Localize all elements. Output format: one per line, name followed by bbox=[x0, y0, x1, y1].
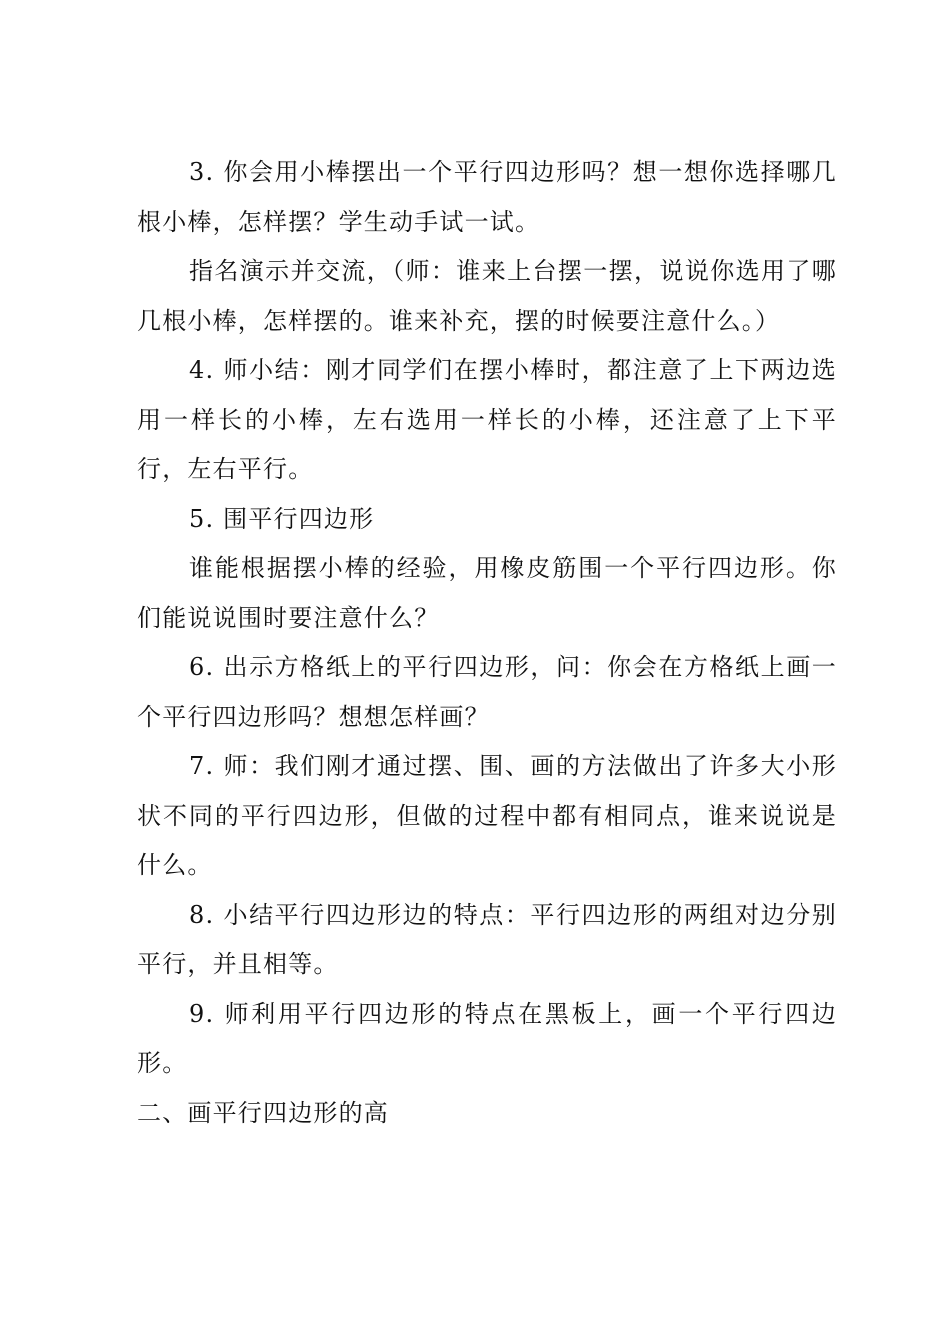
paragraph-rubber-band: 谁能根据摆小棒的经验，用橡皮筋围一个平行四边形。你们能说说围时要注意什么？ bbox=[137, 554, 837, 632]
paragraph-step-3: 3. 你会用小棒摆出一个平行四边形吗？想一想你选择哪几根小棒，怎样摆？学生动手试一试。 bbox=[137, 158, 837, 236]
paragraph-demonstration: 指名演示并交流，（师：谁来上台摆一摆，说说你选用了哪几根小棒，怎样摆的。谁来补充，摆的时候要注意什么。） bbox=[137, 257, 837, 335]
section-heading-height: 二、画平行四边形的高 bbox=[137, 1098, 389, 1127]
document-body bbox=[137, 148, 837, 1138]
paragraph-step-8: 8. 小结平行四边形边的特点：平行四边形的两组对边分别平行，并且相等。 bbox=[137, 900, 837, 978]
paragraph-step-4: 4. 师小结：刚才同学们在摆小棒时，都注意了上下两边选用一样长的小棒，左右选用一样长的小棒，还注意了上下平行，左右平行。 bbox=[137, 356, 837, 483]
paragraph-step-5: 5. 围平行四边形 bbox=[189, 504, 375, 533]
paragraph-step-9: 9. 师利用平行四边形的特点在黑板上，画一个平行四边形。 bbox=[137, 999, 837, 1077]
paragraph-step-7: 7. 师：我们刚才通过摆、围、画的方法做出了许多大小形状不同的平行四边形，但做的过程中都有相同点，谁来说说是什么。 bbox=[137, 752, 837, 879]
paragraph-step-6: 6. 出示方格纸上的平行四边形，问：你会在方格纸上画一个平行四边形吗？想想怎样画？ bbox=[137, 653, 837, 731]
